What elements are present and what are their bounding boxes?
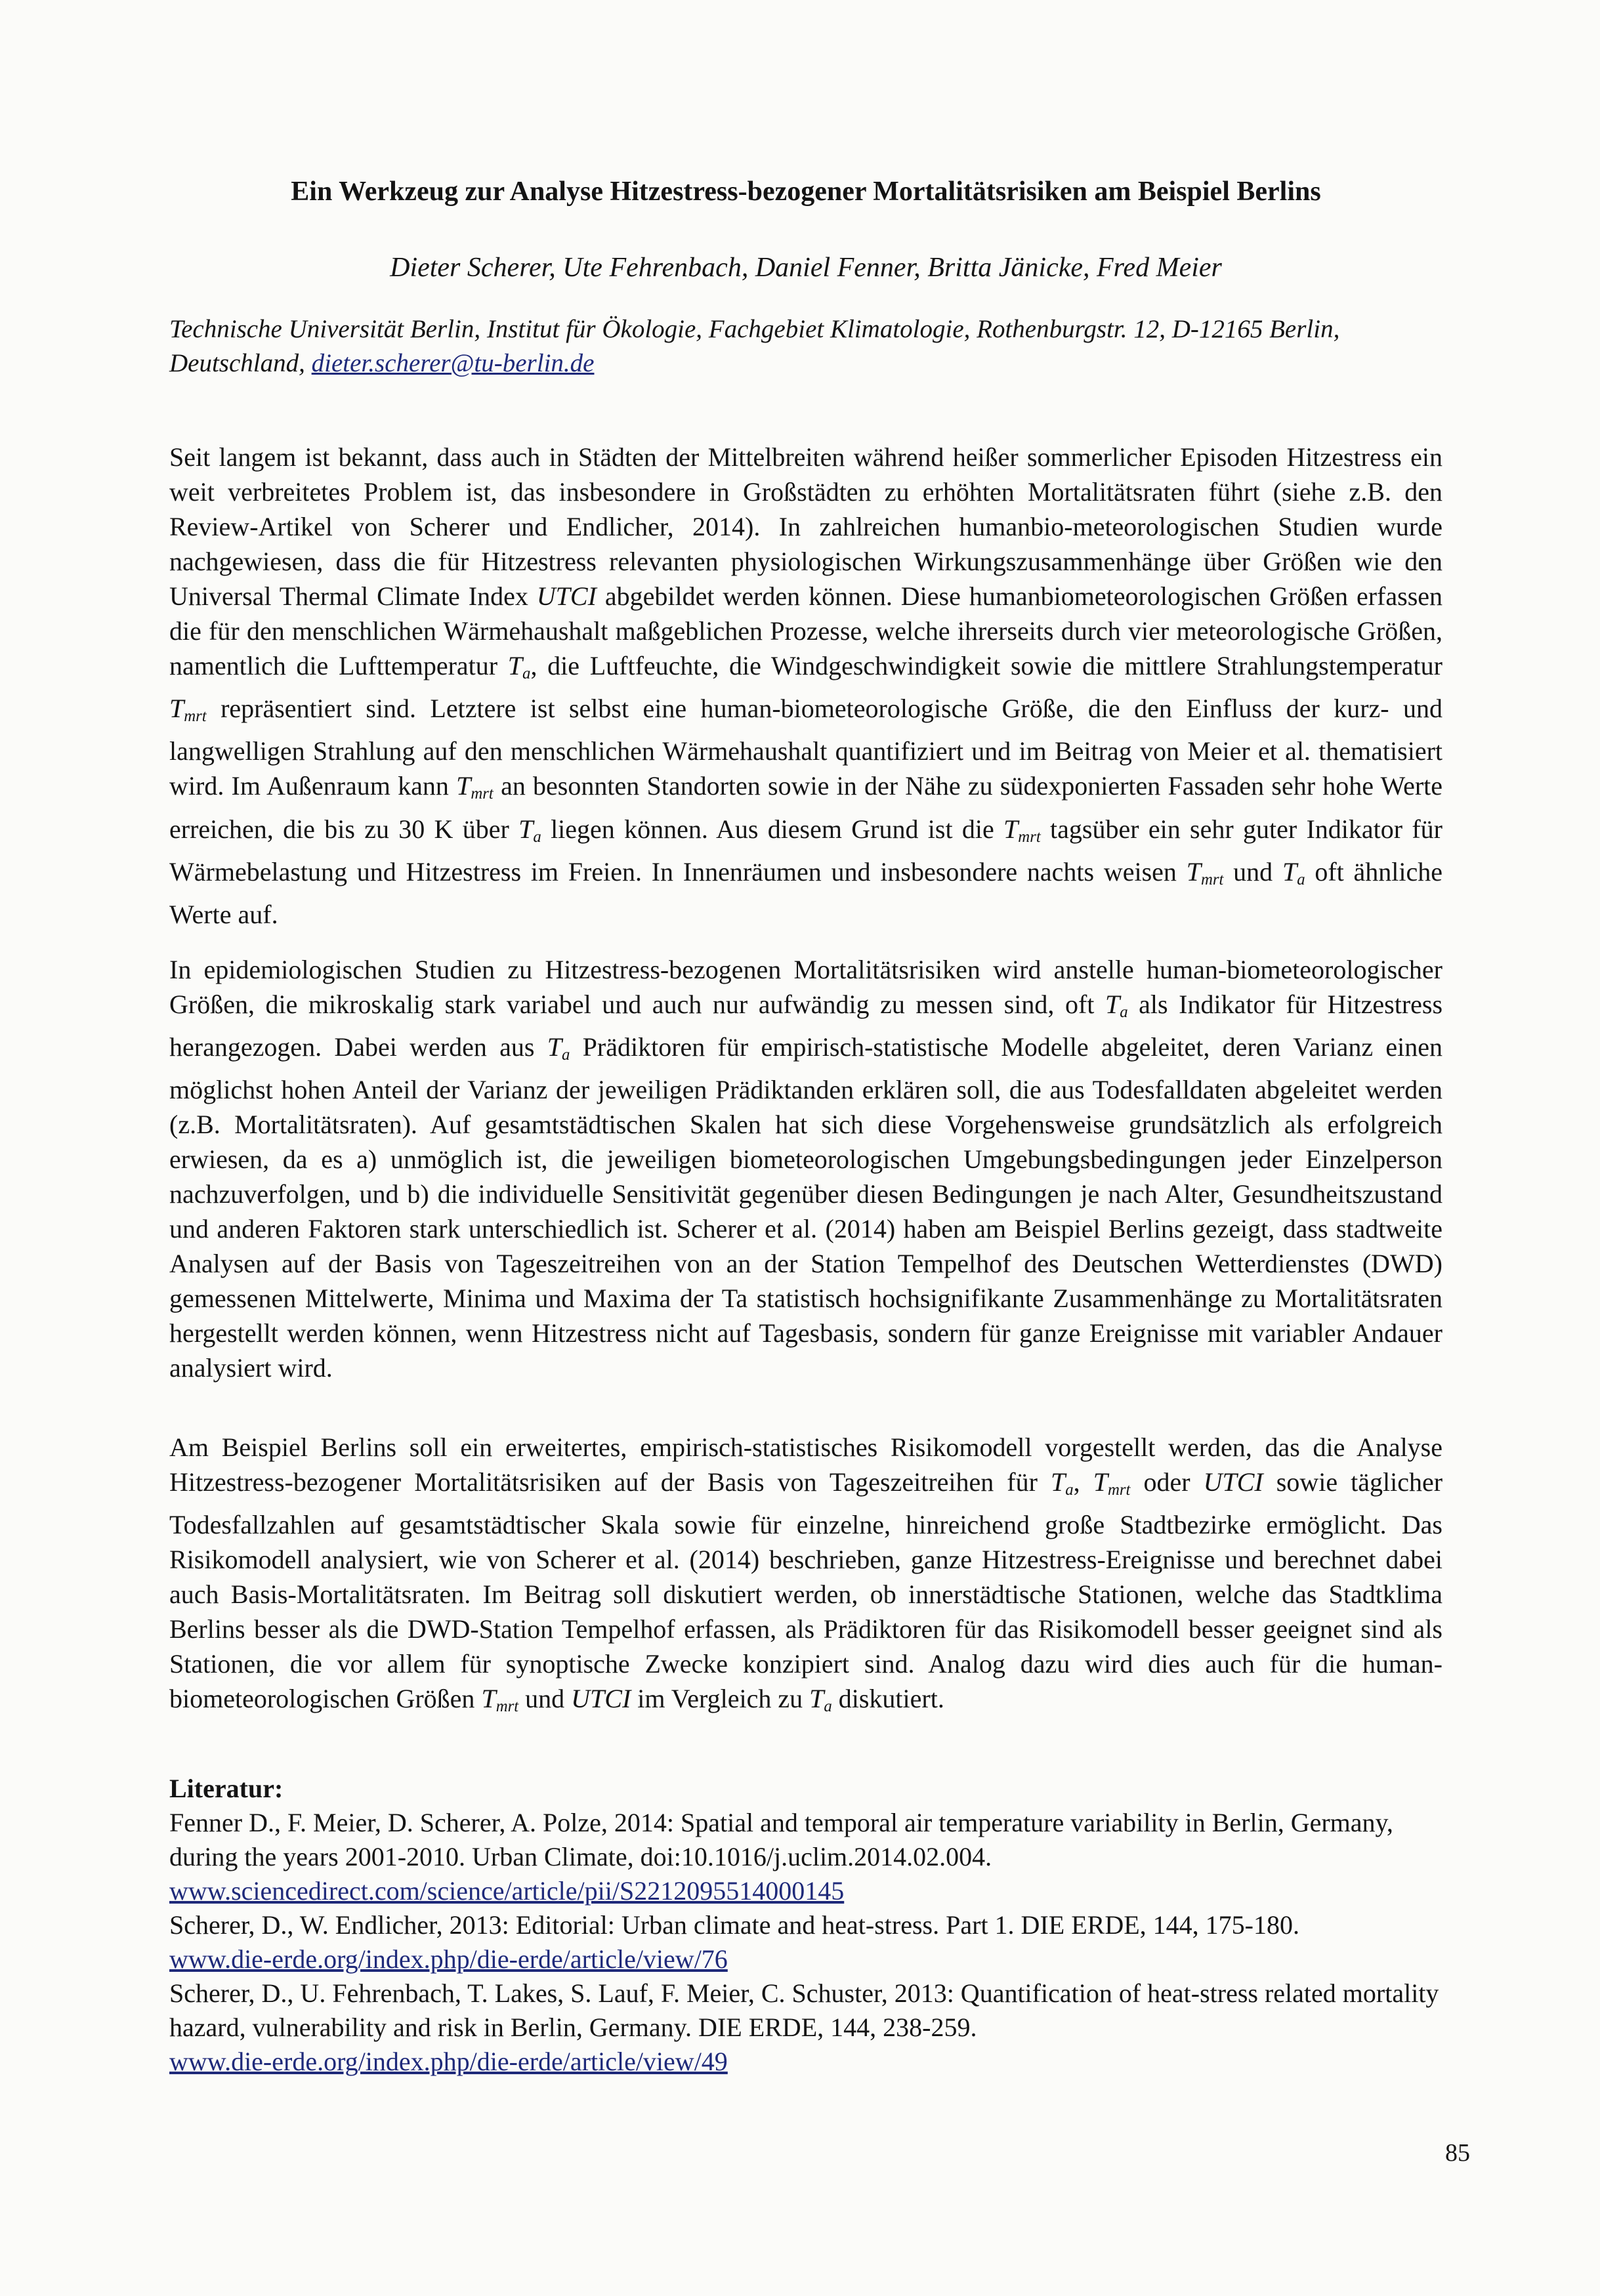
p1-text-4: repräsentiert sind. Letztere ist selbst eine human-biometeorologische Größe, die den Einfluss der kurz- und langwelligen Strahlung auf den menschlichen Wärmehaushalt quantifiziert und im Beitrag von Meier et al. thematisiert wird. Im Außenraum kann	[169, 694, 1443, 801]
ta-symbol: $T_a$	[809, 1684, 832, 1716]
p1-text-3: , die Luftfeuchte, die Windgeschwindigkeit sowie die mittlere Strahlungstemperatur	[530, 651, 1442, 680]
ta-symbol: $T_a$	[1282, 856, 1305, 888]
ta-symbol: $T_a$	[1105, 990, 1128, 1022]
p3-text-5: und	[525, 1684, 565, 1714]
p1-text-2: abgebildet werden können. Diese humanbiometeorologischen Größen erfassen die für den menschlichen Wärmehaushalt maßgeblichen Prozesse, welche ihrerseits durch vier meteorologische Größen, namentlich die Lufttemperatur	[169, 581, 1443, 680]
p1-text-6: liegen können. Aus diesem Grund ist die	[551, 814, 994, 844]
p2-text-1: In epidemiologischen Studien zu Hitzestress-bezogenen Mortalitätsrisiken wird anstelle human-biometeorologischer Größen, die mikroskalig stark variabel und auch nur aufwändig zu messen sind, oft	[169, 955, 1442, 1019]
p3-text-1: Am Beispiel Berlins soll ein erweitertes, empirisch-statistisches Risikomodell vorgestellt werden, das die Analyse Hitzestress-bezogener Mortalitätsrisiken auf der Basis von Tageszeitreihen für	[169, 1432, 1442, 1497]
tmrt-symbol: $T_{mrt}$	[456, 771, 494, 803]
ta-symbol: $T_a$	[507, 651, 531, 683]
p2-text-2: als Indikator für Hitzestress herangezogen. Dabei werden aus	[169, 990, 1443, 1062]
reference-text: Fenner D., F. Meier, D. Scherer, A. Polze, 2014: Spatial and temporal air temperature variability in Berlin, Germany, during the years 2001-2010. Urban Climate, doi:10.1016/j.uclim.2014.02.004.	[169, 1808, 1393, 1871]
reference-item	[169, 1976, 1442, 2079]
paper-title: Ein Werkzeug zur Analyse Hitzestress-bezogener Mortalitätsrisiken am Beispiel Berlins	[291, 177, 1321, 207]
tmrt-symbol: $T_{mrt}$	[481, 1684, 519, 1716]
paragraph-3	[169, 1430, 1442, 1724]
p3-text-7: diskutiert.	[838, 1684, 944, 1714]
tmrt-symbol: $T_{mrt}$	[1093, 1467, 1131, 1499]
p3-text-4: sowie täglicher Todesfallzahlen auf gesamtstädtischer Skala sowie für einzelne, hinreichend große Stadtbezirke ermöglicht. Das Risikomodell analysiert, wie von Scherer et al. (2014) beschrieben, ganze Hitzestress-Ereignisse und berechnet dabei auch Basis-Mortalitätsraten. Im Beitrag soll diskutiert werden, ob innerstädtische Stationen, welche das Stadtklima Berlins besser als die DWD-Station Tempelhof erfassen, als Prädiktoren für das Risikomodell besser geeignet sind als Stationen, die vor allem für synoptische Zwecke konzipiert sind. Analog dazu wird dies auch für die human-biometeorologischen Größen	[169, 1467, 1443, 1714]
tmrt-symbol: $T_{mrt}$	[1186, 856, 1224, 888]
tmrt-symbol: $T_{mrt}$	[1003, 814, 1041, 846]
reference-text: Scherer, D., W. Endlicher, 2013: Editorial: Urban climate and heat-stress. Part 1. DIE ERDE, 144, 175-180.	[169, 1910, 1299, 1940]
reference-text: Scherer, D., U. Fehrenbach, T. Lakes, S. Lauf, F. Meier, C. Schuster, 2013: Quantification of heat-stress related mortality hazard, vulnerability and risk in Berlin, Germany. DIE ERDE, 144, 238-259.	[169, 1978, 1439, 2042]
p3-text-2: ,	[1073, 1467, 1080, 1497]
affiliation	[169, 312, 1442, 381]
p1-text-8: und	[1233, 856, 1273, 887]
reference-item	[169, 1908, 1442, 1976]
ta-symbol: $T_a$	[547, 1032, 570, 1064]
reference-link[interactable]: www.sciencedirect.com/science/article/pii/S2212095514000145	[169, 1876, 845, 1906]
paragraph-1	[169, 440, 1442, 932]
reference-link[interactable]: www.die-erde.org/index.php/die-erde/article/view/76	[169, 1944, 728, 1974]
utci-symbol: UTCI	[1203, 1467, 1263, 1497]
references-heading: Literatur:	[169, 1774, 284, 1803]
paragraph-2	[169, 952, 1442, 1385]
email-link[interactable]: dieter.scherer@tu-berlin.de	[311, 349, 595, 377]
p1-text-1: Seit langem ist bekannt, dass auch in Städten der Mittelbreiten während heißer sommerlicher Episoden Hitzestress ein weit verbreitetes Problem ist, das insbesondere in Großstädten zu erhöhten Mortalitätsraten führt (siehe z.B. den Review-Artikel von Scherer und Endlicher, 2014). In zahlreichen humanbio-meteorologischen Studien wurde nachgewiesen, dass die für Hitzestress relevanten physiologischen Wirkungszusammenhänge über Größen wie den Universal Thermal Climate Index	[169, 442, 1442, 611]
ta-symbol: $T_a$	[518, 814, 541, 846]
utci-symbol: UTCI	[571, 1684, 631, 1714]
tmrt-symbol: $T_{mrt}$	[169, 694, 207, 726]
affiliation-text: Technische Universität Berlin, Institut für Ökologie, Fachgebiet Klimatologie, Rothenburgstr. 12, D-12165 Berlin, Deutschland,	[169, 315, 1340, 377]
page-number: 85	[1445, 2139, 1470, 2167]
reference-link[interactable]: www.die-erde.org/index.php/die-erde/article/view/49	[169, 2047, 728, 2076]
p3-text-6: im Vergleich zu	[637, 1684, 803, 1714]
references-section	[169, 1772, 1442, 2079]
utci-symbol: UTCI	[536, 581, 597, 611]
p3-text-3: oder	[1143, 1467, 1190, 1497]
author-list: Dieter Scherer, Ute Fehrenbach, Daniel Fenner, Britta Jänicke, Fred Meier	[390, 253, 1222, 283]
p2-text-3: Prädiktoren für empirisch-statistische Modelle abgeleitet, deren Varianz einen möglichst hohen Anteil der Varianz der jeweiligen Prädiktanden erklären soll, die aus Todesfalldaten abgeleitet werden (z.B. Mortalitätsraten). Auf gesamtstädtischen Skalen hat sich diese Vorgehensweise grundsätzlich als erfolgreich erwiesen, da es a) unmöglich ist, die jeweiligen biometeorologischen Umgebungsbedingungen jeder Einzelperson nachzuverfolgen, und b) die individuelle Sensitivität gegenüber diesen Bedingungen je nach Alter, Gesundheitszustand und anderen Faktoren stark unterschiedlich ist. Scherer et al. (2014) haben am Beispiel Berlins gezeigt, dass stadtweite Analysen auf der Basis von Tageszeitreihen von an der Station Tempelhof des Deutschen Wetterdienstes (DWD) gemessenen Mittelwerte, Minima und Maxima der Ta statistisch hochsignifikante Zusammenhänge zu Mortalitätsraten hergestellt werden können, wenn Hitzestress nicht auf Tagesbasis, sondern für ganze Ereignisse mit variabler Andauer analysiert wird.	[169, 1032, 1443, 1383]
p1-text-9: oft ähnliche Werte auf.	[169, 856, 1443, 929]
p1-text-7: tagsüber ein sehr guter Indikator für Wärmebelastung und Hitzestress im Freien. In Innenräumen und insbesondere nachts weisen	[169, 814, 1442, 887]
ta-symbol: $T_a$	[1051, 1467, 1074, 1499]
p1-text-5: an besonnten Standorten sowie in der Nähe zu südexponierten Fassaden sehr hohe Werte erreichen, die bis zu 30 K über	[169, 771, 1443, 844]
reference-item	[169, 1806, 1442, 1908]
